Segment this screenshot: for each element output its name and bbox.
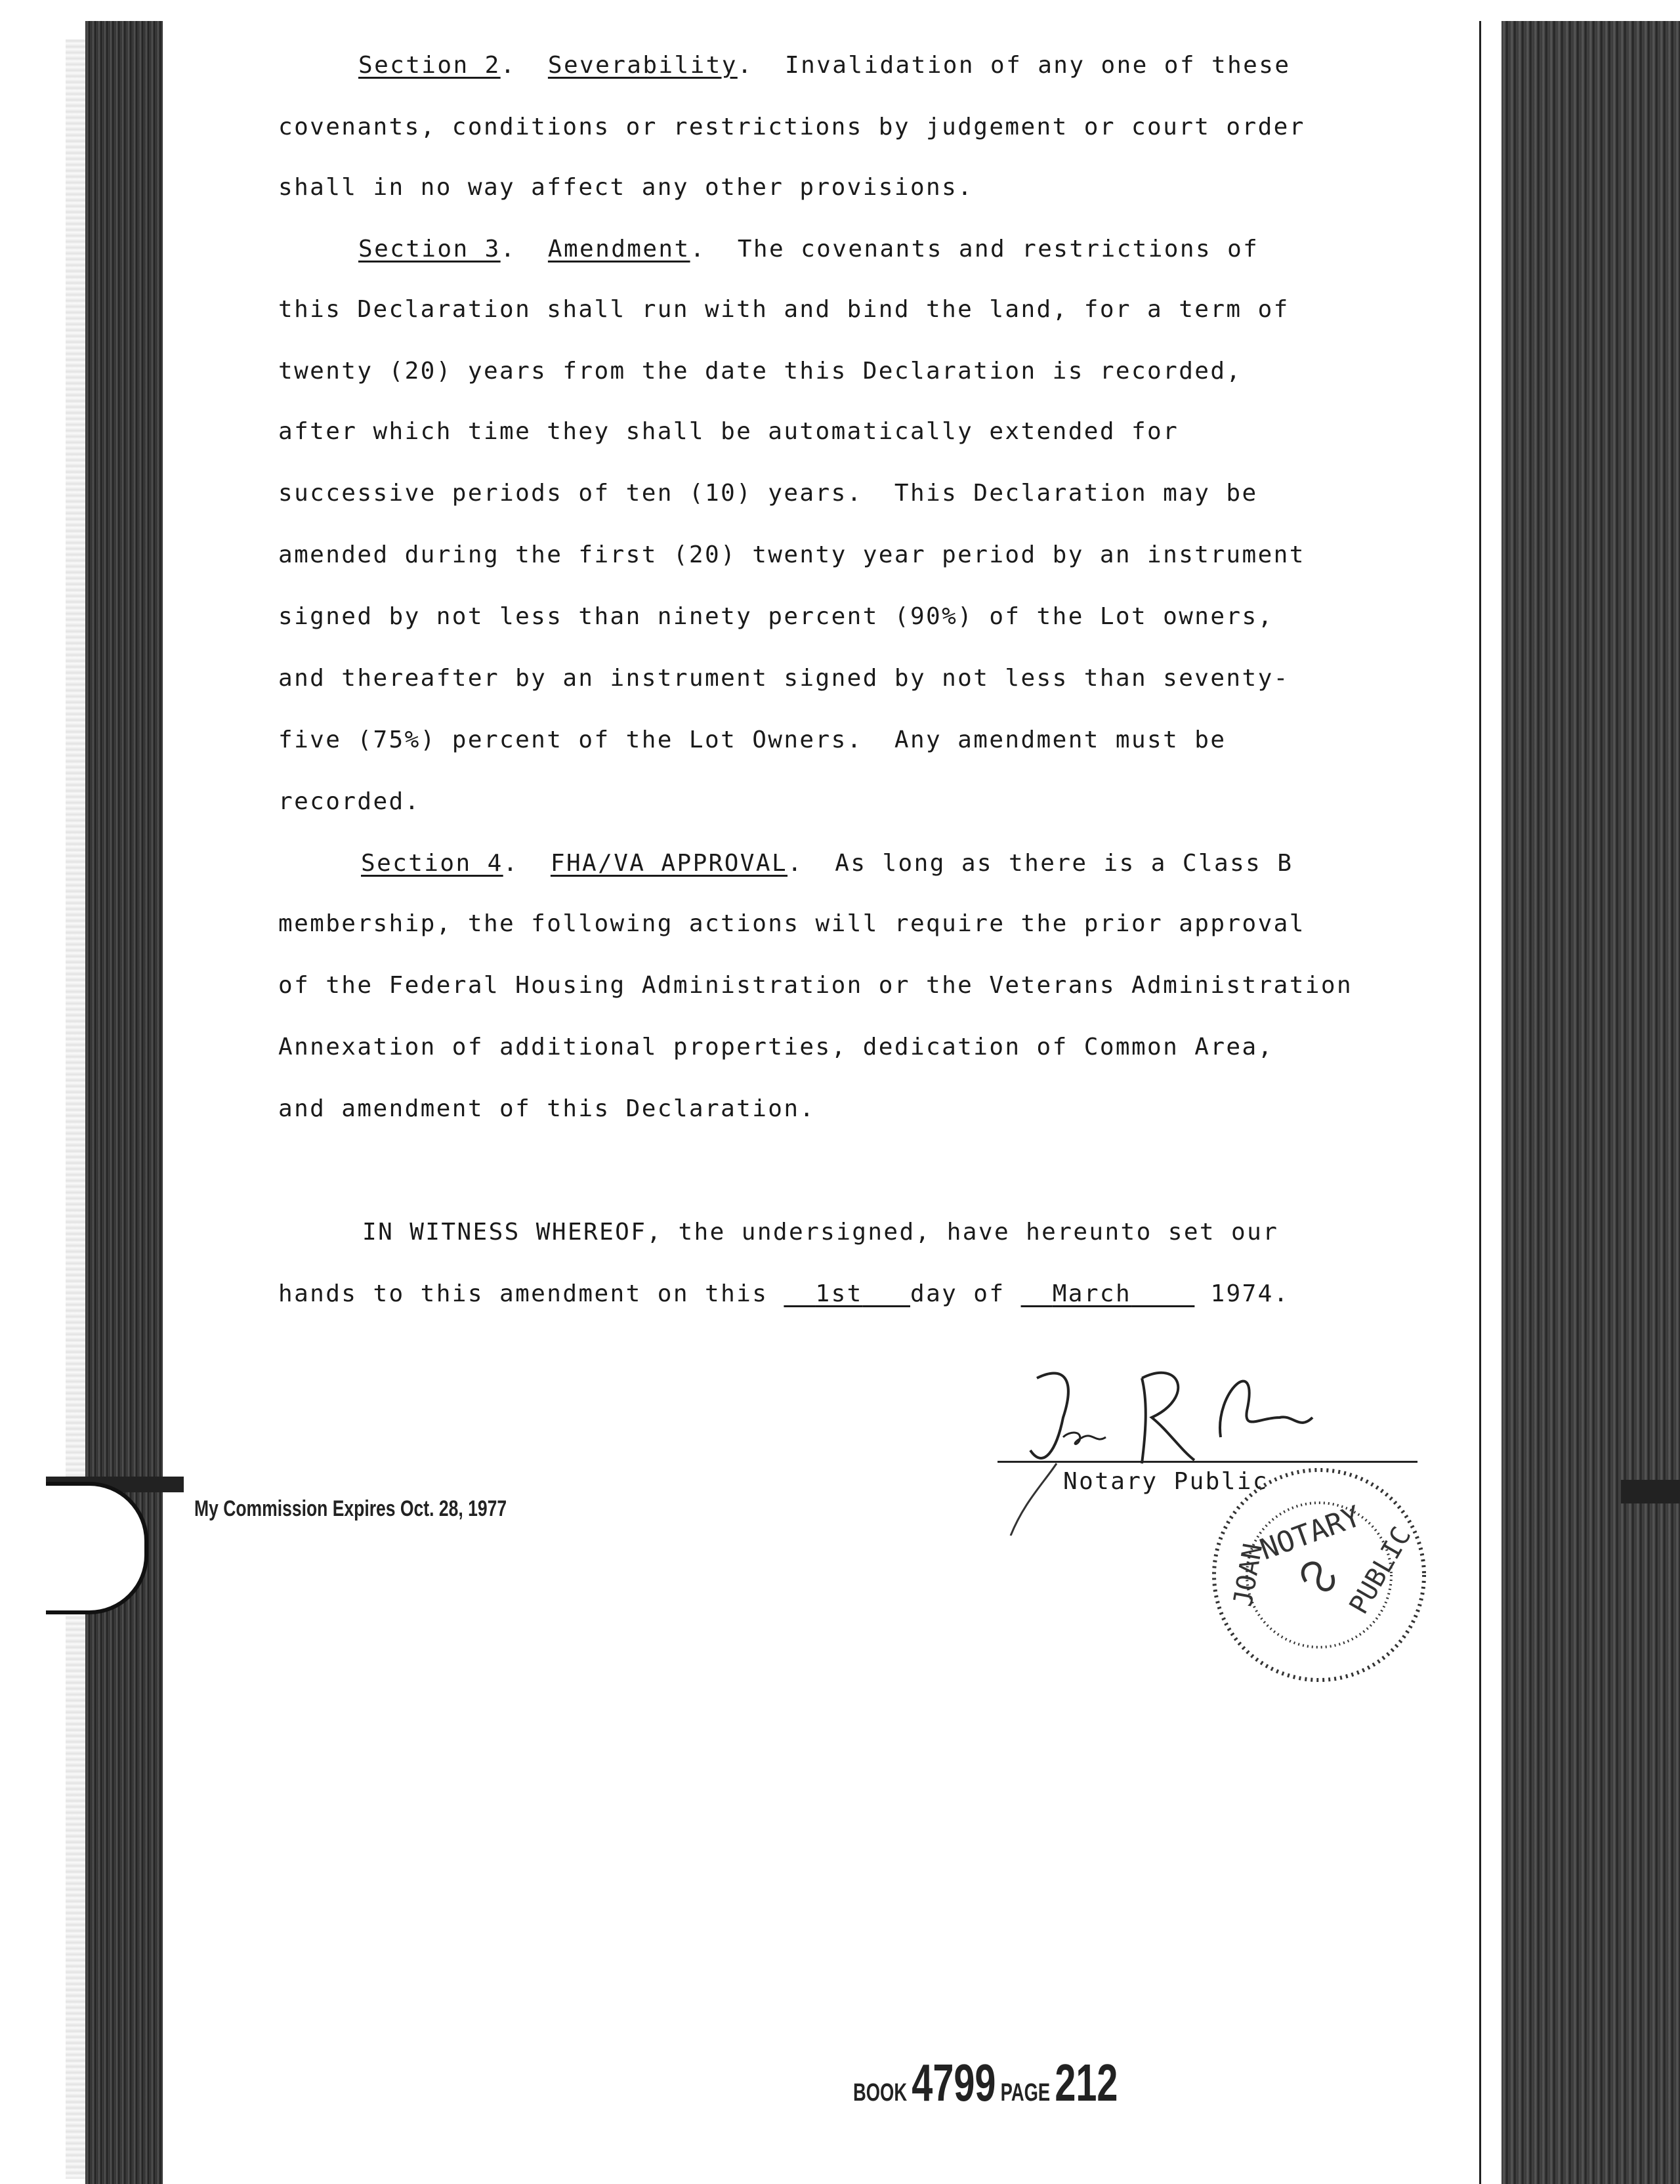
section-4-line-1: Section 4. FHA/VA APPROVAL. As long as there is a Class B [361, 850, 1293, 877]
section-4-heading: Section 4 [361, 850, 503, 877]
section-4-line-5: and amendment of this Declaration. [278, 1095, 816, 1122]
notary-seal [1168, 1444, 1470, 1693]
section-3-title: Amendment [547, 236, 690, 262]
scan-margin-line [1479, 21, 1481, 2184]
section-3-line-4: after which time they shall be automatically extended for [278, 418, 1179, 445]
section-3-line-7: signed by not less than ninety percent (90%) of the Lot owners, [278, 603, 1274, 630]
section-3-heading: Section 3 [358, 236, 501, 262]
section-4-title: FHA/VA APPROVAL [550, 850, 788, 877]
section-2-heading: Section 2 [358, 52, 501, 79]
section-3-line-6: amended during the first (20) twenty year period by an instrument [278, 541, 1305, 568]
witness-month-value: March [1052, 1280, 1132, 1307]
page-label: PAGE [1000, 2079, 1051, 2107]
binder-tab-left [46, 1482, 148, 1614]
binder-tab-right [1621, 1480, 1680, 1503]
book-label: BOOK [853, 2079, 908, 2107]
notary-public-label: Notary Public [1063, 1468, 1269, 1495]
page-number: 212 [1055, 2053, 1118, 2112]
witness-line-1: IN WITNESS WHEREOF, the undersigned, have hereunto set our [362, 1219, 1279, 1246]
svg-text:PUBLIC: PUBLIC [1343, 1522, 1418, 1620]
section-2-title: Severability [547, 52, 738, 79]
section-3-line-5: successive periods of ten (10) years. This Declaration may be [278, 480, 1258, 507]
section-3-line-1: Section 3. Amendment. The covenants and restrictions of [358, 236, 1259, 262]
binding-edge-left [85, 21, 163, 2184]
binding-edge-right [1502, 21, 1680, 2184]
book-page-stamp [853, 2053, 1123, 2113]
section-4-line-2: membership, the following actions will require the prior approval [278, 910, 1305, 937]
scan-shadow-left [66, 39, 85, 2179]
section-4-line-4: Annexation of additional properties, dedication of Common Area, [278, 1034, 1274, 1060]
section-2-line-2: covenants, conditions or restrictions by judgement or court order [278, 114, 1305, 140]
section-3-line-3: twenty (20) years from the date this Declaration is recorded, [278, 358, 1242, 385]
section-3-line-2: this Declaration shall run with and bind the land, for a term of [278, 296, 1290, 323]
section-3-line-10: recorded. [278, 788, 421, 815]
section-4-line-3: of the Federal Housing Administration or the Veterans Administration [278, 972, 1353, 999]
witness-line-2: hands to this amendment on this 1st day of March 1974. [278, 1280, 1290, 1307]
section-3-line-8: and thereafter by an instrument signed by not less than seventy- [278, 665, 1290, 692]
book-number: 4799 [912, 2053, 996, 2112]
witness-year: 1974. [1210, 1280, 1290, 1307]
witness-day-value: 1st [815, 1280, 863, 1307]
section-3-line-9: five (75%) percent of the Lot Owners. Any amendment must be [278, 726, 1227, 753]
section-2-line-1: Section 2. Severability. Invalidation of any one of these [358, 52, 1291, 79]
svg-text:JOAN: JOAN [1228, 1541, 1269, 1609]
svg-text:NOTARY: NOTARY [1255, 1500, 1366, 1567]
commission-expiry-stamp: My Commission Expires Oct. 28, 1977 [194, 1496, 507, 1521]
section-2-line-3: shall in no way affect any other provisions. [278, 174, 974, 201]
